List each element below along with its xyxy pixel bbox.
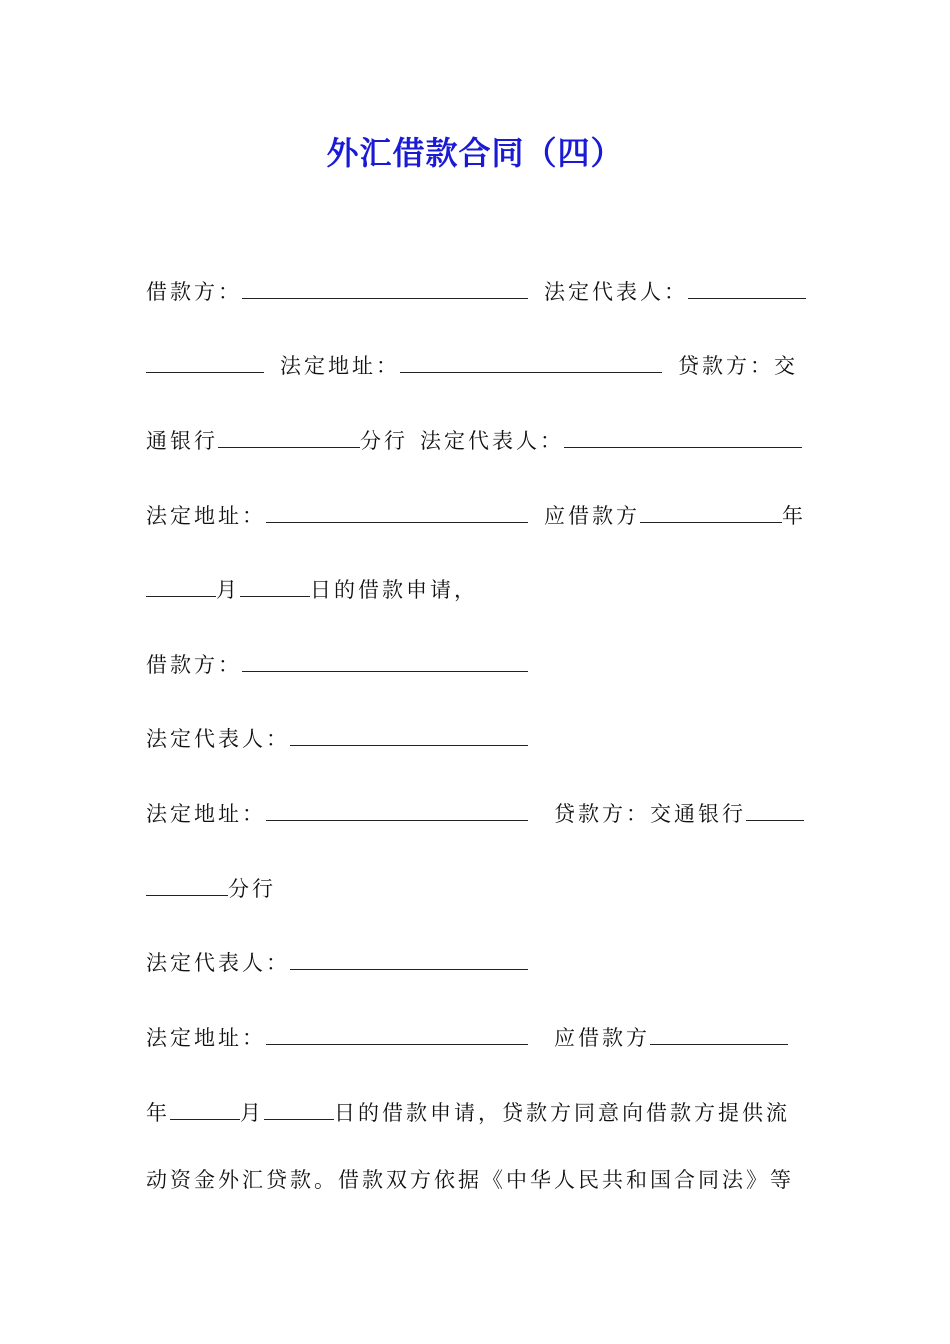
lender-legal-addr-blank-2[interactable] bbox=[266, 1011, 528, 1045]
paragraph-line-4 bbox=[146, 489, 808, 529]
lender-legal-addr-label: 法定地址： bbox=[146, 504, 266, 528]
lender-full-label: 贷款方：交通银行 bbox=[554, 802, 746, 826]
paragraph-line-10 bbox=[146, 936, 808, 976]
lender-label: 贷款方：交 bbox=[678, 354, 798, 378]
year-label-2: 年 bbox=[146, 1101, 170, 1125]
page-title: 外汇借款合同（四） bbox=[326, 134, 624, 172]
lender-legal-rep-blank-2[interactable] bbox=[290, 936, 528, 970]
paragraph-line-12 bbox=[146, 1086, 808, 1126]
day-application-label: 日的借款申请， bbox=[310, 578, 478, 602]
paragraph-line-2 bbox=[146, 339, 808, 379]
according-label: 应借款方 bbox=[544, 504, 640, 528]
lender-legal-rep-blank[interactable] bbox=[564, 414, 802, 448]
lender-legal-rep-label-2: 法定代表人： bbox=[146, 951, 290, 975]
paragraph-line-5 bbox=[146, 563, 808, 603]
paragraph-line-7 bbox=[146, 712, 808, 752]
paragraph-line-3 bbox=[146, 414, 808, 454]
branch-label: 分行 bbox=[360, 429, 408, 453]
bank-branch-blank-2[interactable] bbox=[746, 787, 804, 821]
month-blank[interactable] bbox=[146, 563, 216, 597]
month-label-2: 月 bbox=[240, 1101, 264, 1125]
paragraph-line-6 bbox=[146, 638, 808, 678]
legal-addr-blank[interactable] bbox=[400, 339, 662, 373]
legal-addr-label: 法定地址： bbox=[280, 354, 400, 378]
according-label-2: 应借款方 bbox=[554, 1026, 650, 1050]
legal-rep-blank-cont[interactable] bbox=[146, 339, 264, 373]
day-blank[interactable] bbox=[240, 563, 310, 597]
paragraph-line-11 bbox=[146, 1011, 808, 1051]
legal-addr-label-2: 法定地址： bbox=[146, 802, 266, 826]
legal-rep-label-2: 法定代表人： bbox=[146, 727, 290, 751]
legal-rep-label: 法定代表人： bbox=[544, 280, 688, 304]
bank-branch-blank[interactable] bbox=[218, 414, 360, 448]
lender-legal-rep-label: 法定代表人： bbox=[420, 429, 564, 453]
year-blank-2[interactable] bbox=[650, 1011, 788, 1045]
borrower-blank[interactable] bbox=[242, 265, 528, 299]
borrower-label: 借款方： bbox=[146, 280, 242, 304]
branch-label-2: 分行 bbox=[228, 877, 276, 901]
paragraph-line-9 bbox=[146, 862, 808, 902]
lender-legal-addr-label-2: 法定地址： bbox=[146, 1026, 266, 1050]
year-blank[interactable] bbox=[640, 489, 782, 523]
borrower-blank-2[interactable] bbox=[242, 638, 528, 672]
bank-label: 通银行 bbox=[146, 429, 218, 453]
day-blank-2[interactable] bbox=[264, 1086, 334, 1120]
paragraph-line-8 bbox=[146, 787, 808, 827]
paragraph-line-1 bbox=[146, 265, 808, 305]
legal-rep-blank[interactable] bbox=[688, 265, 806, 299]
legal-rep-blank-2[interactable] bbox=[290, 712, 528, 746]
paragraph-line-13 bbox=[146, 1160, 808, 1200]
application-agree-text: 日的借款申请，贷款方同意向借款方提供流 bbox=[334, 1101, 790, 1125]
borrower-label-2: 借款方： bbox=[146, 653, 242, 677]
bank-branch-blank-2-cont[interactable] bbox=[146, 862, 228, 896]
month-blank-2[interactable] bbox=[170, 1086, 240, 1120]
month-label: 月 bbox=[216, 578, 240, 602]
lender-legal-addr-blank[interactable] bbox=[266, 489, 528, 523]
legal-addr-blank-2[interactable] bbox=[266, 787, 528, 821]
year-label: 年 bbox=[782, 504, 806, 528]
contract-basis-text: 动资金外汇贷款。借款双方依据《中华人民共和国合同法》等 bbox=[146, 1168, 794, 1192]
